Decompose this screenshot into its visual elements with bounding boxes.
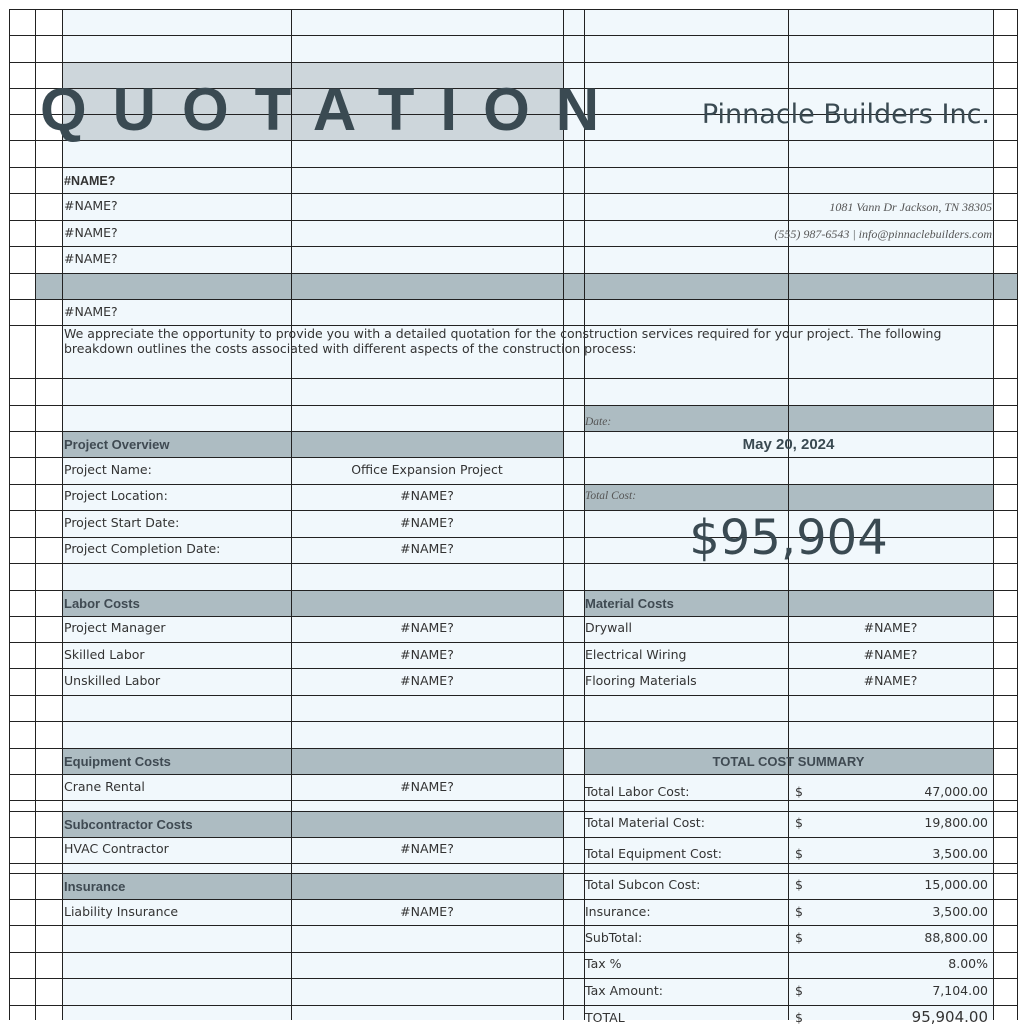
grid-row-line xyxy=(9,863,1017,864)
project-start-value: #NAME? xyxy=(400,515,454,530)
summary-row-value: 95,904.00 xyxy=(911,1008,988,1026)
summary-row-label: Tax % xyxy=(585,956,622,971)
material-row-value: #NAME? xyxy=(863,673,918,688)
project-completion-value: #NAME? xyxy=(400,541,454,556)
summary-row-currency: $ xyxy=(795,1010,803,1025)
material-row-value: #NAME? xyxy=(863,620,918,635)
subcontractor-costs-heading: Subcontractor Costs xyxy=(64,817,193,832)
grid-row-line xyxy=(9,873,1017,874)
equipment-row-label: Crane Rental xyxy=(64,779,145,794)
summary-row-label: Total Material Cost: xyxy=(585,815,705,830)
project-location-value: #NAME? xyxy=(400,488,454,503)
grid-row-line xyxy=(9,616,1017,617)
labor-row-label: Project Manager xyxy=(64,620,166,635)
grid-row-line xyxy=(9,299,1017,300)
grid-column-line xyxy=(1017,9,1018,1020)
summary-heading: TOTAL COST SUMMARY xyxy=(712,754,865,769)
quotation-title: QUOTATION xyxy=(40,76,626,143)
insurance-heading: Insurance xyxy=(64,879,126,894)
separator-band xyxy=(35,273,1017,299)
labor-row-label: Skilled Labor xyxy=(64,647,145,662)
material-row-label: Electrical Wiring xyxy=(585,647,687,662)
grid-row-line xyxy=(9,642,1017,643)
company-name: Pinnacle Builders Inc. xyxy=(701,99,990,130)
summary-row-currency: $ xyxy=(795,904,803,919)
summary-row-value: 7,104.00 xyxy=(932,983,988,998)
grid-column-line xyxy=(291,9,292,1020)
client-line-3: #NAME? xyxy=(64,225,118,240)
labor-row-value: #NAME? xyxy=(400,647,454,662)
labor-costs-heading: Labor Costs xyxy=(64,596,140,611)
subcontractor-row-value: #NAME? xyxy=(400,841,454,856)
grid-row-line xyxy=(9,167,1017,168)
project-name-label: Project Name: xyxy=(64,462,152,477)
grid-row-line xyxy=(9,193,1017,194)
grid-row-line xyxy=(9,378,1017,379)
company-address: 1081 Vann Dr Jackson, TN 38305 xyxy=(829,200,992,214)
insurance-row-value: #NAME? xyxy=(400,904,454,919)
date-label: Date: xyxy=(585,416,612,428)
total-cost-label: Total Cost: xyxy=(585,490,637,502)
grid-row-line xyxy=(9,590,1017,591)
date-value: May 20, 2024 xyxy=(742,436,835,453)
material-costs-heading: Material Costs xyxy=(585,596,674,611)
grid-row-line xyxy=(9,246,1017,247)
grid-row-line xyxy=(9,484,1017,485)
grid-row-line xyxy=(9,695,1017,696)
summary-row-label: Total Labor Cost: xyxy=(585,784,690,799)
grid-row-line xyxy=(9,899,1017,900)
material-row-value: #NAME? xyxy=(863,647,918,662)
grid-row-line xyxy=(9,431,1017,432)
material-row-label: Flooring Materials xyxy=(585,673,697,688)
summary-row-label: Total Subcon Cost: xyxy=(585,877,701,892)
grid-row-line xyxy=(9,1005,1017,1006)
summary-row-label: TOTAL xyxy=(585,1010,625,1025)
grid-row-line xyxy=(9,811,1017,812)
client-line-2: #NAME? xyxy=(64,198,118,213)
insurance-row-label: Liability Insurance xyxy=(64,904,179,919)
grid-row-line xyxy=(9,800,1017,801)
grid-row-line xyxy=(9,273,1017,274)
total-cost-value: $95,904 xyxy=(689,510,888,566)
summary-row-currency: $ xyxy=(795,930,803,945)
grid-column-line xyxy=(563,9,564,1020)
grid-column-line xyxy=(993,9,994,1020)
grid-row-line xyxy=(9,721,1017,722)
material-row-label: Drywall xyxy=(585,620,632,635)
client-name: #NAME? xyxy=(64,174,116,188)
summary-row-value: 88,800.00 xyxy=(924,930,988,945)
equipment-row-value: #NAME? xyxy=(400,779,454,794)
summary-row-currency: $ xyxy=(795,784,803,799)
summary-row-label: Insurance: xyxy=(585,904,651,919)
summary-row-value: 47,000.00 xyxy=(924,784,988,799)
grid-row-line xyxy=(9,837,1017,838)
grid-row-line xyxy=(9,774,1017,775)
project-name-value: Office Expansion Project xyxy=(351,462,503,477)
grid-column-line xyxy=(35,9,36,1020)
grid-row-line xyxy=(9,952,1017,953)
client-line-4: #NAME? xyxy=(64,251,118,266)
company-contact: (555) 987-6543 | info@pinnaclebuilders.com xyxy=(774,227,992,241)
grid-row-line xyxy=(9,925,1017,926)
grid-row-line xyxy=(9,405,1017,406)
summary-row-currency: $ xyxy=(795,877,803,892)
insurance-header-fill xyxy=(62,873,563,899)
project-completion-label: Project Completion Date: xyxy=(64,541,221,556)
summary-row-value: 8.00% xyxy=(948,956,988,971)
summary-row-value: 3,500.00 xyxy=(932,904,988,919)
grid-row-line xyxy=(9,220,1017,221)
summary-row-label: Tax Amount: xyxy=(585,983,663,998)
grid-column-line xyxy=(62,9,63,1020)
subcontractor-row-label: HVAC Contractor xyxy=(64,841,169,856)
summary-row-label: Total Equipment Cost: xyxy=(585,846,722,861)
project-location-label: Project Location: xyxy=(64,488,168,503)
grid-row-line xyxy=(9,668,1017,669)
summary-row-currency: $ xyxy=(795,983,803,998)
grid-row-line xyxy=(9,978,1017,979)
labor-row-value: #NAME? xyxy=(400,620,454,635)
equipment-costs-heading: Equipment Costs xyxy=(64,754,171,769)
project-start-label: Project Start Date: xyxy=(64,515,180,530)
grid-column-line xyxy=(9,9,10,1020)
labor-row-value: #NAME? xyxy=(400,673,454,688)
project-overview-heading: Project Overview xyxy=(64,437,170,452)
summary-row-label: SubTotal: xyxy=(585,930,643,945)
grid-row-line xyxy=(9,457,1017,458)
grid-row-line xyxy=(9,748,1017,749)
grid-row-line xyxy=(9,35,1017,36)
intro-line-2: breakdown outlines the costs associated with different aspects of the construction process: xyxy=(64,341,637,356)
grid-row-line xyxy=(9,9,1017,10)
summary-row-currency: $ xyxy=(795,815,803,830)
summary-row-currency: $ xyxy=(795,846,803,861)
greeting: #NAME? xyxy=(64,304,118,319)
summary-row-value: 19,800.00 xyxy=(924,815,988,830)
labor-row-label: Unskilled Labor xyxy=(64,673,161,688)
quotation-title-cell xyxy=(40,62,626,143)
summary-row-value: 15,000.00 xyxy=(924,877,988,892)
summary-row-value: 3,500.00 xyxy=(932,846,988,861)
intro-line-1: We appreciate the opportunity to provide you with a detailed quotation for the construction services required for your project. The following xyxy=(64,326,942,341)
